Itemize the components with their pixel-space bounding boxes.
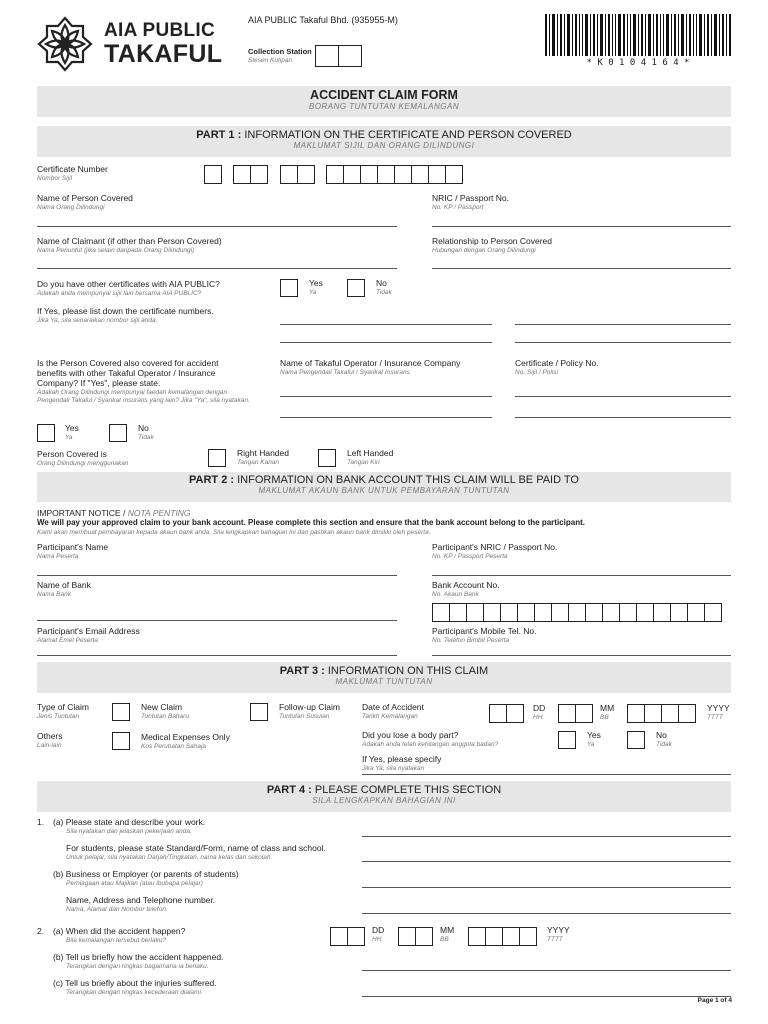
barcode-icon bbox=[545, 14, 731, 56]
q2-yyyy-label: YYYY bbox=[547, 925, 570, 935]
q2b-label-ms: Terangkan dengan ringkas bagaimana ia berlaku. bbox=[66, 963, 209, 970]
part2-title-ms: MAKLUMAT AKAUN BANK UNTUK PEMBAYARAN TUNTUTAN bbox=[258, 486, 510, 495]
q1a-label-ms: Sila nyatakan dan jelaskan pekerjaan anda. bbox=[66, 828, 192, 835]
notice-label-ms: NOTA PENTING bbox=[127, 508, 191, 518]
mobile-label-ms: No. Telefon Bimbit Peserta bbox=[432, 637, 510, 644]
part1-title: INFORMATION ON THE CERTIFICATE AND PERSON COVERED bbox=[244, 129, 572, 141]
date-accident-label: Date of Accident bbox=[362, 702, 424, 712]
email-label-ms: Alamat Emel Peserta bbox=[37, 637, 99, 644]
cert-no-label-ms: Nombor Sijil bbox=[37, 175, 73, 182]
q2-mm-label-ms: BB bbox=[440, 936, 449, 943]
also-covered-no-label-ms: Tidak bbox=[138, 434, 154, 441]
q2-dd-label: DD bbox=[372, 925, 385, 935]
participant-nric-label-ms: No. KP / Passport Peserta bbox=[432, 553, 508, 560]
claimant-label-ms: Nama Penuntut (jika selain daripada Orang Dilindungi) bbox=[37, 247, 195, 254]
form-title-ms: BORANG TUNTUTAN KEMALANGAN bbox=[308, 102, 460, 111]
barcode-text: * K 0 1 0 4 1 6 4 * bbox=[586, 58, 690, 68]
q1b2-field[interactable] bbox=[362, 913, 731, 914]
other-certs-no-label-ms: Tidak bbox=[376, 289, 392, 296]
cert-no-boxes-4[interactable] bbox=[326, 165, 462, 184]
part1-bar bbox=[37, 126, 731, 157]
q2-day-boxes[interactable] bbox=[330, 927, 364, 946]
participant-name-label: Participant's Name bbox=[37, 542, 109, 552]
medical-only-label-ms: Kos Perubatan Sahaja bbox=[141, 743, 207, 750]
notice-heading bbox=[37, 508, 191, 518]
policy-field-2[interactable] bbox=[515, 417, 731, 418]
left-handed-label-ms: Tangan Kiri bbox=[347, 459, 380, 466]
policy-no-label-ms: No. Sijil / Polisi bbox=[515, 369, 558, 376]
list-certs-label: If Yes, please list down the certificate numbers. bbox=[37, 306, 214, 316]
also-covered-label: Is the Person Covered also covered for accident benefits with other Takaful Operator / Insurance Company? If "Yes", please state. bbox=[37, 358, 219, 388]
followup-claim-checkbox[interactable] bbox=[250, 703, 268, 721]
cert-no-label: Certificate Number bbox=[37, 164, 108, 174]
q2-mm-label: MM bbox=[440, 925, 455, 935]
relationship-label: Relationship to Person Covered bbox=[432, 236, 553, 246]
other-certs-yes-label: Yes bbox=[309, 278, 323, 288]
also-covered-yes-label: Yes bbox=[65, 423, 79, 433]
q1b2-label: Name, Address and Telephone number. bbox=[66, 895, 216, 905]
claim-type-label-ms: Jenis Tuntutan bbox=[37, 713, 80, 720]
collection-station-label-ms: Stesen Kutipan bbox=[248, 57, 293, 64]
q2-year-boxes[interactable] bbox=[468, 927, 536, 946]
right-handed-label: Right Handed bbox=[237, 448, 289, 458]
brand-line2: TAKAFUL bbox=[104, 40, 223, 68]
part2-title: INFORMATION ON BANK ACCOUNT THIS CLAIM WILL BE PAID TO bbox=[237, 474, 579, 486]
participant-name-field[interactable] bbox=[37, 575, 397, 576]
part4-title-ms: SILA LENGKAPKAN BAHAGIAN INI bbox=[312, 796, 456, 805]
followup-claim-label: Follow-up Claim bbox=[279, 702, 340, 712]
list-certs-field-4[interactable] bbox=[515, 342, 731, 343]
other-certs-yes-label-ms: Ya bbox=[309, 289, 317, 296]
q2b-label: (b) Tell us briefly how the accident happened. bbox=[53, 952, 224, 962]
policy-field-1[interactable] bbox=[515, 396, 731, 397]
relationship-field[interactable] bbox=[432, 268, 731, 269]
body-part-no-label-ms: Tidak bbox=[656, 741, 672, 748]
claim-type-label: Type of Claim bbox=[37, 702, 89, 712]
list-certs-label-ms: Jika Ya, sila senaraikan nombor sijil anda. bbox=[37, 317, 158, 324]
mobile-field[interactable] bbox=[432, 655, 731, 656]
handed-label: Person Covered is bbox=[37, 449, 107, 459]
name-covered-label-ms: Nama Orang Dilindungi bbox=[37, 204, 105, 211]
cert-no-boxes-1[interactable] bbox=[204, 165, 221, 184]
mobile-label: Participant's Mobile Tel. No. bbox=[432, 626, 537, 636]
participant-name-label-ms: Nama Peserta bbox=[37, 553, 79, 560]
body-part-label: Did you lose a body part? bbox=[362, 730, 459, 740]
q2-number: 2. bbox=[37, 926, 45, 936]
brand-line1: AIA PUBLIC bbox=[104, 20, 216, 41]
right-handed-label-ms: Tangan Kanan bbox=[237, 459, 280, 466]
list-certs-field-1[interactable] bbox=[280, 324, 492, 325]
q2c-field[interactable] bbox=[362, 996, 731, 997]
accident-yyyy-label: YYYY bbox=[707, 703, 730, 713]
notice-text: We will pay your approved claim to your bank account. Please complete this section and ensure that the bank account belong to the participant. bbox=[37, 518, 585, 527]
logo-star-icon bbox=[36, 15, 94, 73]
q1a-label: (a) Please state and describe your work. bbox=[53, 817, 206, 827]
accident-month-boxes[interactable] bbox=[558, 704, 592, 723]
account-no-boxes[interactable] bbox=[432, 603, 721, 622]
company-name: AIA PUBLIC Takaful Bhd. (935955-M) bbox=[248, 15, 398, 25]
other-certs-no-checkbox[interactable] bbox=[347, 279, 365, 297]
q1-number: 1. bbox=[37, 817, 45, 827]
barcode bbox=[545, 14, 731, 56]
nric-label: NRIC / Passport No. bbox=[432, 193, 509, 203]
part3-title-ms: MAKLUMAT TUNTUTAN bbox=[335, 677, 433, 686]
policy-no-label: Certificate / Policy No. bbox=[515, 358, 599, 368]
q2b-field[interactable] bbox=[362, 970, 731, 971]
specify-label: If Yes, please specify bbox=[362, 754, 442, 764]
body-part-no-checkbox[interactable] bbox=[627, 731, 645, 749]
collection-station-label: Collection Station bbox=[248, 47, 312, 56]
part2-bar bbox=[37, 472, 731, 502]
q2-month-boxes[interactable] bbox=[398, 927, 432, 946]
date-accident-label-ms: Tarikh Kemalangan bbox=[362, 713, 418, 720]
title-bar bbox=[37, 86, 731, 117]
part3-title: INFORMATION ON THIS CLAIM bbox=[327, 665, 489, 677]
other-certs-yes-checkbox[interactable] bbox=[280, 279, 298, 297]
operator-name-label: Name of Takaful Operator / Insurance Company bbox=[280, 358, 461, 368]
notice-label: IMPORTANT NOTICE / bbox=[37, 508, 126, 518]
account-no-label-ms: No. Akaun Bank bbox=[432, 591, 479, 598]
logo bbox=[36, 15, 94, 73]
q1b2-label-ms: Nama, Alamat dan Nombor telefon. bbox=[66, 906, 168, 913]
q1a2-field[interactable] bbox=[362, 861, 731, 862]
also-covered-no-label: No bbox=[138, 423, 149, 433]
medical-only-checkbox[interactable] bbox=[112, 732, 130, 750]
accident-mm-label: MM bbox=[600, 703, 615, 713]
account-no-label: Bank Account No. bbox=[432, 580, 500, 590]
q2c-label-ms: Terangkan dengan ringkas kecederaan dialami. bbox=[66, 989, 203, 996]
email-field[interactable] bbox=[37, 655, 397, 656]
email-label: Participant's Email Address bbox=[37, 626, 140, 636]
participant-nric-label: Participant's NRIC / Passport No. bbox=[432, 542, 558, 552]
also-covered-yes-label-ms: Ya bbox=[65, 434, 73, 441]
q2-yyyy-label-ms: TTTT bbox=[547, 936, 563, 943]
q2c-label: (c) Tell us briefly about the injuries suffered. bbox=[53, 978, 217, 988]
list-certs-field-3[interactable] bbox=[280, 342, 492, 343]
followup-claim-label-ms: Tuntutan Susulan bbox=[279, 713, 330, 720]
name-covered-field[interactable] bbox=[37, 226, 397, 227]
part4-title: PLEASE COMPLETE THIS SECTION bbox=[314, 784, 502, 796]
right-handed-checkbox[interactable] bbox=[208, 449, 226, 467]
new-claim-label: New Claim bbox=[141, 702, 183, 712]
operator-field-1[interactable] bbox=[280, 396, 492, 397]
new-claim-label-ms: Tuntutan Baharu bbox=[141, 713, 189, 720]
accident-dd-label-ms: HH bbox=[533, 714, 543, 721]
handed-label-ms: Orang Dilindungi menggunakan bbox=[37, 460, 129, 467]
bank-name-label-ms: Nama Bank bbox=[37, 591, 71, 598]
list-certs-field-2[interactable] bbox=[515, 324, 731, 325]
accident-yyyy-label-ms: TTTT bbox=[707, 714, 723, 721]
form-title: ACCIDENT CLAIM FORM bbox=[310, 88, 458, 102]
also-covered-yes-checkbox[interactable] bbox=[37, 424, 55, 442]
medical-only-label: Medical Expenses Only bbox=[141, 732, 230, 742]
q1a2-label-ms: Untuk pelajar, sila nyatakan Darjah/Tingkatan, nama kelas dan sekolah. bbox=[66, 854, 273, 861]
also-covered-label-ms: Adakah Orang Dilindungi mempunyai faedah kemalangan dengan Pengendali Takaful / Syarikat Insurans yang lain? Jika "Ya", sila nyatakan. bbox=[37, 389, 250, 404]
operator-name-label-ms: Nama Pengendali Takaful / Syarikat Insurans bbox=[280, 369, 410, 376]
body-part-yes-checkbox[interactable] bbox=[558, 731, 576, 749]
collection-station-boxes[interactable] bbox=[315, 45, 361, 67]
participant-nric-field[interactable] bbox=[432, 575, 731, 576]
name-covered-label: Name of Person Covered bbox=[37, 193, 133, 203]
specify-field[interactable] bbox=[362, 774, 731, 775]
claimant-field[interactable] bbox=[37, 268, 397, 269]
accident-dd-label: DD bbox=[533, 703, 546, 713]
q2-dd-label-ms: HH bbox=[372, 936, 382, 943]
part3-bar bbox=[37, 662, 731, 693]
relationship-label-ms: Hubungan dengan Orang Dilindungi bbox=[432, 247, 536, 254]
page-number: Page 1 of 4 bbox=[697, 997, 732, 1004]
q1b-label: (b) Business or Employer (or parents of students) bbox=[53, 869, 239, 879]
claimant-label: Name of Claimant (if other than Person Covered) bbox=[37, 236, 222, 246]
q1b-field[interactable] bbox=[362, 887, 731, 888]
left-handed-checkbox[interactable] bbox=[318, 449, 336, 467]
q2a-label: (a) When did the accident happen? bbox=[53, 926, 186, 936]
part1-title-ms: MAKLUMAT SIJIL DAN ORANG DILINDUNGI bbox=[293, 141, 475, 150]
specify-label-ms: Jika Ya, sila nyatakan bbox=[362, 765, 425, 772]
bank-name-field[interactable] bbox=[37, 620, 397, 621]
other-certs-label-ms: Adakah anda mempunyai sijil lain bersama AIA PUBLIC? bbox=[37, 290, 202, 297]
nric-label-ms: No. KP / Passport bbox=[432, 204, 484, 211]
body-part-no-label: No bbox=[656, 730, 667, 740]
part2-label: PART 2 : bbox=[189, 474, 235, 486]
part4-bar bbox=[37, 781, 731, 812]
left-handed-label: Left Handed bbox=[347, 448, 394, 458]
nric-field[interactable] bbox=[432, 226, 731, 227]
part1-label: PART 1 : bbox=[196, 129, 242, 141]
q1b-label-ms: Perniagaan atau Majikan (atau ibubapa pelajar) bbox=[66, 880, 203, 887]
others-label-ms: Lain-lain bbox=[37, 742, 62, 749]
q2a-label-ms: Bila kemalangan tersebut berlaku? bbox=[66, 937, 167, 944]
accident-day-boxes[interactable] bbox=[489, 704, 523, 723]
cert-no-boxes-2[interactable] bbox=[233, 165, 267, 184]
body-part-label-ms: Adakah anda telah kehilangan anggota badan? bbox=[362, 741, 499, 748]
others-label: Others bbox=[37, 731, 63, 741]
other-certs-no-label: No bbox=[376, 278, 387, 288]
body-part-yes-label: Yes bbox=[587, 730, 601, 740]
new-claim-checkbox[interactable] bbox=[112, 703, 130, 721]
also-covered-no-checkbox[interactable] bbox=[109, 424, 127, 442]
q1a-field[interactable] bbox=[362, 836, 731, 837]
body-part-yes-label-ms: Ya bbox=[587, 741, 595, 748]
accident-year-boxes[interactable] bbox=[627, 704, 695, 723]
q1a2-label: For students, please state Standard/Form, name of class and school. bbox=[66, 843, 326, 853]
part3-label: PART 3 : bbox=[279, 665, 325, 677]
part4-label: PART 4 : bbox=[266, 784, 312, 796]
operator-field-2[interactable] bbox=[280, 417, 492, 418]
other-certs-label: Do you have other certificates with AIA PUBLIC? bbox=[37, 279, 220, 289]
accident-mm-label-ms: BB bbox=[600, 714, 609, 721]
notice-text-ms: Kami akan membuat pembayaran kepada akaun bank anda. Sila lengkapkan bahagian ini dan pastikan akaun bank dimiliki oleh peserta. bbox=[37, 529, 431, 536]
bank-name-label: Name of Bank bbox=[37, 580, 91, 590]
cert-no-boxes-3[interactable] bbox=[280, 165, 314, 184]
